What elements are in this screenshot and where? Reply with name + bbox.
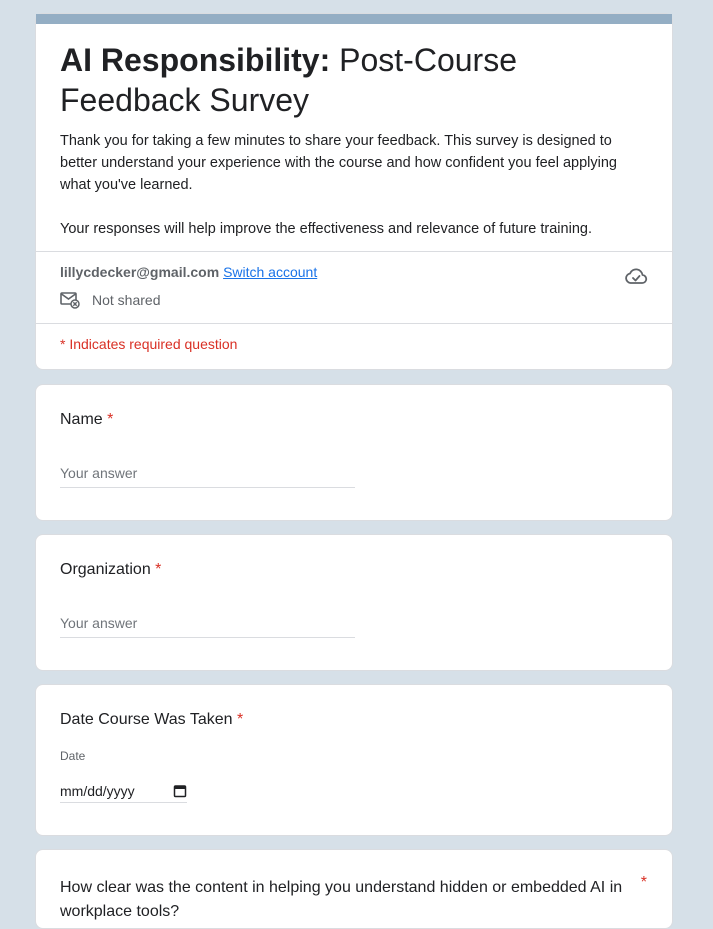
question-title: Date Course Was Taken [60, 711, 233, 728]
required-question-note: * Indicates required question [60, 336, 238, 352]
form-header-card [35, 13, 673, 370]
question-title: How clear was the content in helping you understand hidden or embedded AI in workplace tools? [60, 879, 623, 920]
form-title [60, 40, 660, 120]
question-label [60, 711, 243, 729]
question-card-organization [35, 534, 673, 671]
form-title-bold: AI Responsibility: [60, 42, 331, 78]
calendar-icon[interactable] [173, 784, 187, 798]
question-card-clarity [35, 849, 673, 929]
not-shared-label: Not shared [92, 292, 161, 308]
account-row [60, 264, 317, 280]
accent-bar [36, 14, 672, 24]
description-paragraph-1: Thank you for taking a few minutes to share your feedback. This survey is designed to better understand your experience with the course and how confident you feel applying what you've learned. [60, 133, 617, 193]
question-label [60, 561, 161, 579]
required-asterisk: * [236, 711, 244, 728]
question-title: Name [60, 411, 103, 428]
account-divider [36, 323, 672, 324]
question-card-name [35, 384, 673, 521]
question-card-date [35, 684, 673, 836]
mail-not-shared-icon [60, 291, 80, 309]
organization-answer-input[interactable] [60, 615, 355, 638]
date-sub-label: Date [60, 749, 86, 763]
account-email: lillycdecker@gmail.com [60, 264, 220, 280]
name-answer-input[interactable] [60, 465, 355, 488]
header-divider [36, 251, 672, 252]
description-paragraph-2: Your responses will help improve the effectiveness and relevance of future training. [60, 221, 592, 237]
required-asterisk: * [155, 561, 162, 578]
switch-account-link[interactable]: Switch account [223, 264, 318, 280]
date-placeholder: mm/dd/yyyy [60, 782, 135, 799]
form-title-rest: Post-Course Feedback Survey [60, 42, 517, 118]
date-input[interactable] [60, 779, 187, 803]
question-title: Organization [60, 561, 151, 578]
question-label [60, 411, 113, 429]
cloud-check-icon[interactable] [624, 266, 648, 286]
form-description [60, 130, 650, 240]
required-asterisk: * [640, 874, 647, 891]
sharing-status [60, 291, 160, 309]
required-asterisk: * [107, 411, 114, 428]
